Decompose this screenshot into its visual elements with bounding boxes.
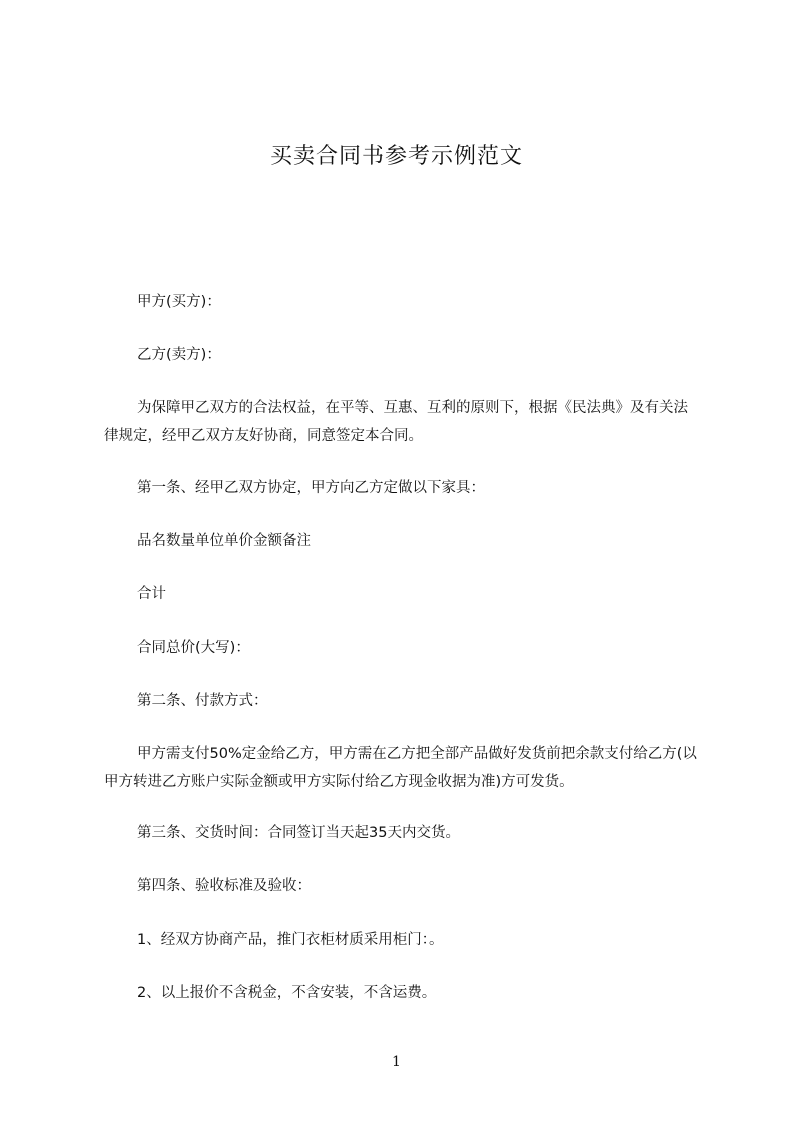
party-b-line: 乙方(卖方)： [137,347,221,363]
preamble-paragraph: 为保障甲乙双方的合法权益，在平等、互惠、互利的原则下，根据《民法典》及有关法律规定，经甲乙双方友好协商，同意签定本合同。 [104,400,688,444]
party-a-line: 甲方(买方)： [137,294,221,310]
article-1: 第一条、经甲乙双方协定，甲方向乙方定做以下家具： [137,480,485,496]
table-header-line: 品名数量单位单价金额备注 [137,533,311,549]
payment-paragraph: 甲方需支付50%定金给乙方，甲方需在乙方把全部产品做好发货前把余款支付给乙方(以甲方转进乙方账户实际金额或甲方实际付给乙方现金收据为准)方可发货。 [104,746,697,790]
article-4-item-1: 1、经双方协商产品，推门衣柜材质采用柜门：。 [137,932,444,948]
page-number: 1 [392,1054,401,1070]
article-2: 第二条、付款方式： [137,693,268,709]
document-title: 买卖合同书参考示例范文 [269,144,523,169]
article-4-item-2: 2、以上报价不含税金，不含安装，不含运费。 [137,985,437,1001]
total-price-line: 合同总价(大写)： [137,640,250,656]
article-4: 第四条、验收标准及验收： [137,878,311,894]
total-line: 合计 [137,586,166,602]
article-3: 第三条、交货时间：合同签订当天起35天内交货。 [137,825,460,841]
